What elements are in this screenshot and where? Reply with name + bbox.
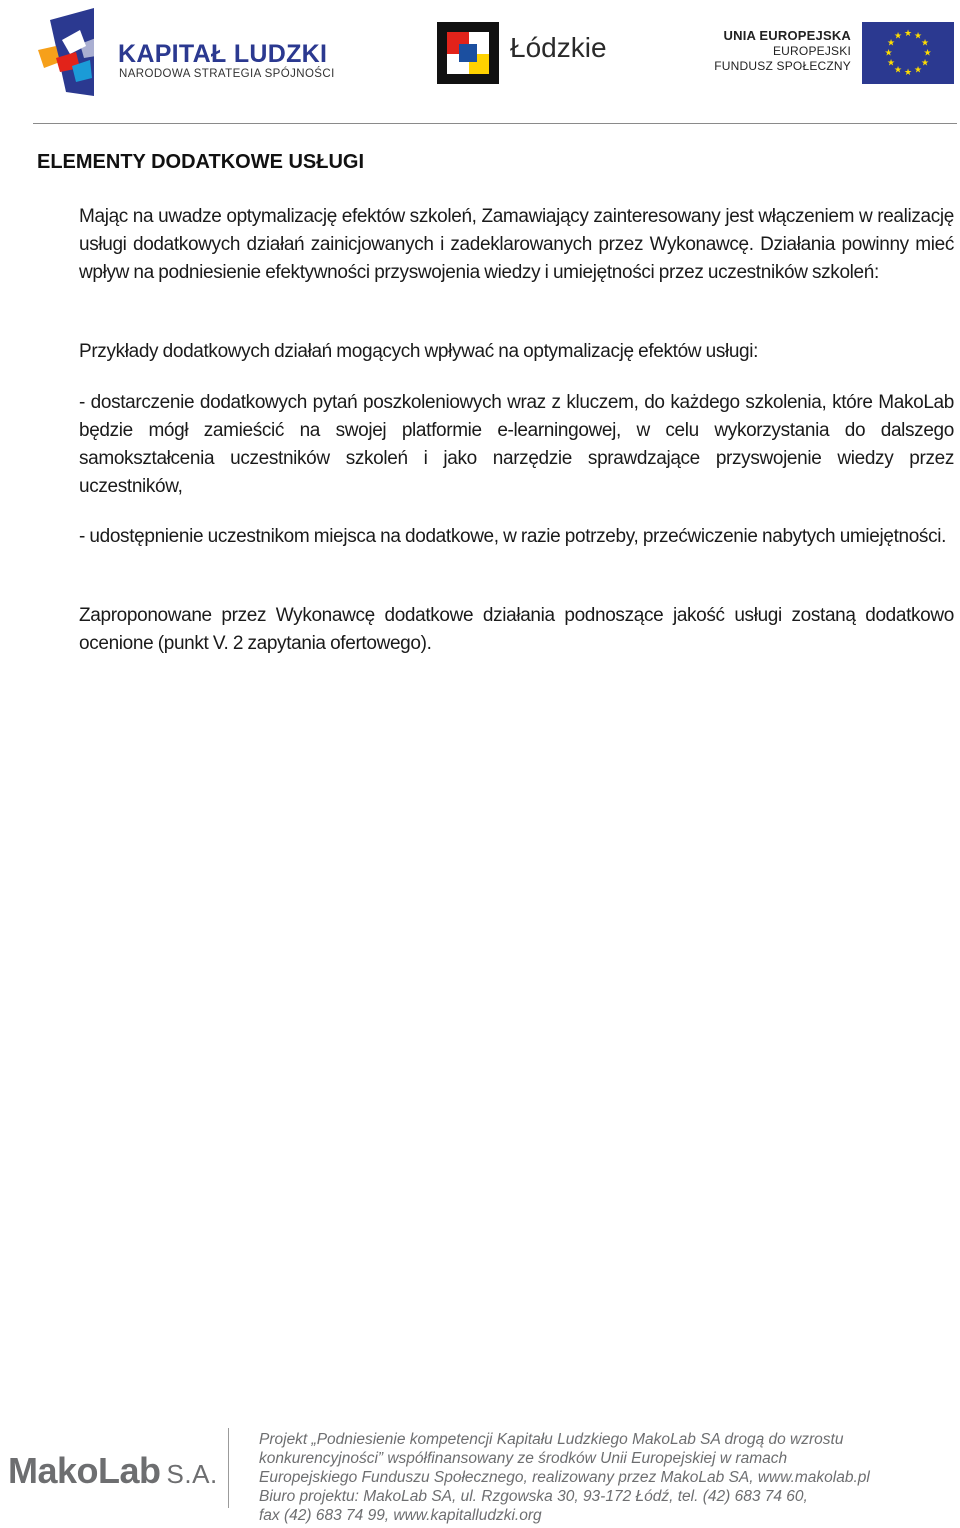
eu-line-1: UNIA EUROPEJSKA bbox=[723, 28, 851, 43]
svg-text:★: ★ bbox=[886, 58, 896, 69]
kapital-ludzki-subtitle: NARODOWA STRATEGIA SPÓJNOŚCI bbox=[119, 68, 335, 80]
svg-text:★: ★ bbox=[903, 29, 913, 39]
svg-text:★: ★ bbox=[903, 68, 913, 78]
lodzkie-name: Łódzkie bbox=[510, 32, 607, 63]
makolab-logo-main: MakoLab bbox=[8, 1450, 161, 1491]
makolab-logo-suffix: S.A. bbox=[166, 1459, 218, 1489]
svg-text:★: ★ bbox=[893, 31, 903, 42]
section-heading: ELEMENTY DODATKOWE USŁUGI bbox=[37, 151, 365, 173]
footer-line-1: Projekt „Podniesienie kompetencji Kapitału Ludzkiego MakoLab SA drogą do wzrostu bbox=[259, 1431, 844, 1448]
paragraph-examples-lead: Przykłady dodatkowych działań mogących wpływać na optymalizację efektów usługi: bbox=[79, 341, 759, 362]
svg-text:★: ★ bbox=[884, 48, 893, 59]
footer-line-4: Biuro projektu: MakoLab SA, ul. Rzgowska 30, 93-172 Łódź, tel. (42) 683 74 60, bbox=[259, 1488, 808, 1505]
eu-logo bbox=[714, 22, 954, 86]
svg-text:★: ★ bbox=[920, 58, 930, 69]
kapital-ludzki-emblem bbox=[36, 6, 106, 98]
lodzkie-logo bbox=[437, 22, 617, 84]
header-divider bbox=[33, 123, 957, 124]
footer-line-2: konkurencyjności” współfinansowany ze środków Unii Europejskiej w ramach bbox=[259, 1450, 788, 1467]
kapital-ludzki-title: KAPITAŁ LUDZKI bbox=[118, 40, 328, 68]
footer-project-info bbox=[259, 1430, 959, 1525]
svg-text:★: ★ bbox=[913, 65, 923, 76]
svg-text:★: ★ bbox=[923, 48, 932, 59]
footer-line-5: fax (42) 683 74 99, www.kapitalludzki.org bbox=[259, 1507, 542, 1524]
eu-line-2: EUROPEJSKI bbox=[772, 44, 851, 58]
eu-line-3: FUNDUSZ SPOŁECZNY bbox=[714, 59, 851, 73]
paragraph-evaluation: Zaproponowane przez Wykonawcę dodatkowe działania podnoszące jakość usługi zostaną dodatkowo ocenione (punkt V. 2 zapytania ofertowego). bbox=[79, 605, 954, 654]
makolab-logo bbox=[8, 1450, 218, 1492]
paragraph-example-questions: - dostarczenie dodatkowych pytań poszkoleniowych wraz z kluczem, do każdego szkolenia, które MakoLab będzie mógł zamieścić na swojej platformie e-learningowej, w celu wykorzystania do dalszego samokształcenia uczestników szkoleń i jako narzędzie sprawdzające przyswojenie wiedzy przez uczestników, bbox=[79, 392, 954, 497]
footer-divider bbox=[228, 1428, 229, 1508]
svg-text:★: ★ bbox=[913, 31, 923, 42]
eu-text bbox=[714, 28, 851, 73]
eu-flag-icon bbox=[862, 22, 954, 84]
svg-text:★: ★ bbox=[920, 38, 930, 49]
lodzkie-emblem bbox=[437, 22, 499, 84]
footer-line-3: Europejskiego Funduszu Społecznego, realizowany przez MakoLab SA, www.makolab.pl bbox=[259, 1469, 870, 1486]
paragraph-intro: Mając na uwadze optymalizację efektów szkoleń, Zamawiający zainteresowany jest włączeniem w realizację usługi dodatkowych działań zainicjowanych i zadeklarowanych przez Wykonawcę. Działania powinny mieć wpływ na podniesienie efektywności przyswojenia wiedzy i umiejętności przez uczestników szkoleń: bbox=[79, 206, 954, 283]
svg-text:★: ★ bbox=[893, 65, 903, 76]
paragraph-example-practice: - udostępnienie uczestnikom miejsca na dodatkowe, w razie potrzeby, przećwiczenie nabytych umiejętności. bbox=[79, 526, 947, 547]
kapital-ludzki-logo bbox=[36, 6, 336, 98]
svg-text:★: ★ bbox=[886, 38, 896, 49]
